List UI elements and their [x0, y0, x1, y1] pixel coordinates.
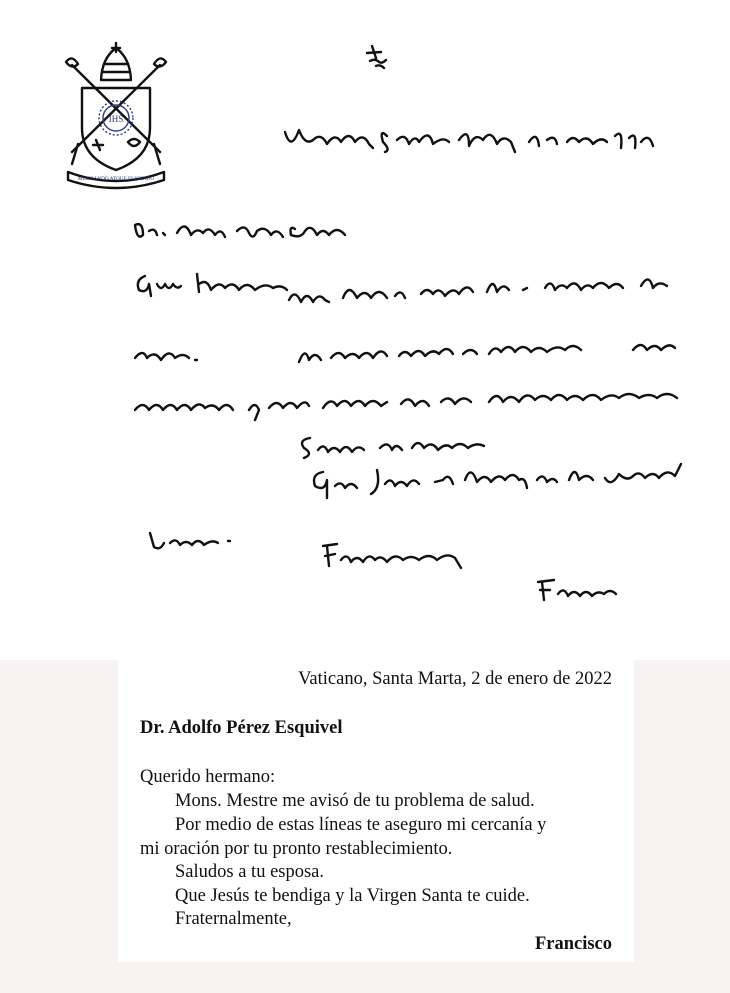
handwritten-recipient-line: [133, 213, 353, 247]
cross-mark-icon: [362, 44, 392, 72]
handwritten-line-3: [133, 378, 693, 428]
crest-motto: MISERANDO ATQUE ELIGENDO: [77, 176, 155, 182]
transcript-place-date: Vaticano, Santa Marta, 2 de enero de 2022: [298, 669, 612, 689]
transcript-salutation: Querido hermano:: [140, 767, 276, 787]
papal-coat-of-arms-icon: [52, 40, 180, 190]
handwritten-line-5: [309, 458, 689, 506]
transcript-line-4: Saludos a tu esposa.: [175, 862, 325, 882]
handwritten-signature: [536, 576, 622, 606]
handwritten-salutation: [133, 266, 293, 300]
transcript-recipient: Dr. Adolfo Pérez Esquivel: [140, 718, 343, 738]
transcript-closing: Fraternalmente,: [175, 909, 292, 929]
crest-monogram: IHS: [108, 114, 124, 124]
transcript-line-5: Que Jesús te bendiga y la Virgen Santa te cuide.: [175, 886, 530, 906]
transcript-signature: Francisco: [534, 934, 612, 954]
handwritten-date-line: [283, 118, 658, 160]
handwritten-line-2: [133, 330, 693, 380]
transcript-line-2: Por medio de estas líneas te aseguro mi cercanía y: [175, 815, 547, 835]
handwritten-closing: [321, 540, 471, 574]
typed-transcript: [118, 660, 634, 962]
handwritten-line-1: [287, 268, 687, 316]
transcript-line-3: mi oración por tu pronto restablecimiento.: [140, 839, 453, 859]
transcript-line-1: Mons. Mestre me avisó de tu problema de salud.: [175, 791, 535, 811]
handwritten-line-6: [146, 527, 236, 557]
